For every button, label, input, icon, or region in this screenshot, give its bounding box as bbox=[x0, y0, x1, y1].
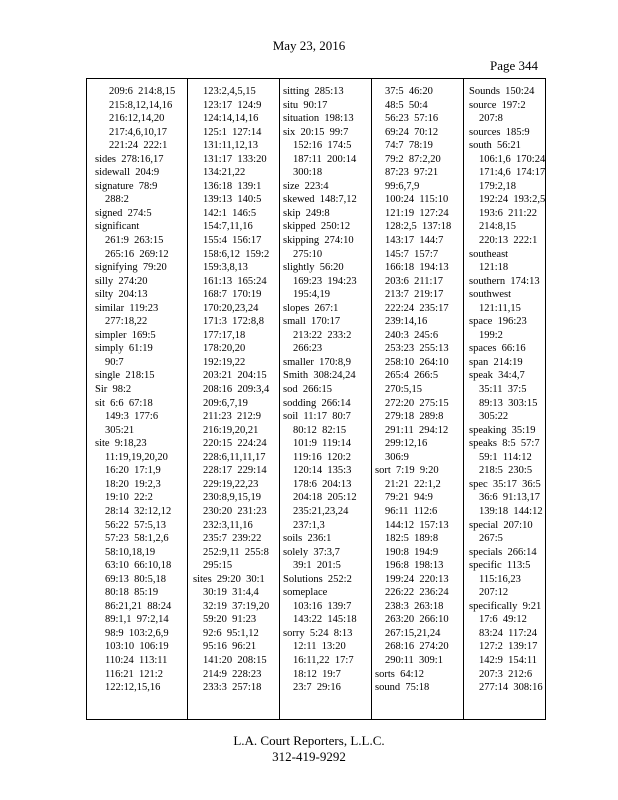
index-entry: sitting 285:13 bbox=[283, 86, 344, 97]
index-entry: speaks 8:5 57:7 bbox=[469, 438, 540, 450]
index-subentry: 103:10 106:19 bbox=[105, 641, 169, 653]
index-subentry: 122:12,15,16 bbox=[105, 682, 161, 694]
index-subentry: 83:24 117:24 bbox=[479, 627, 537, 639]
index-subentry: 252:9,11 255:8 bbox=[203, 546, 269, 558]
index-subentry: 265:4 266:5 bbox=[385, 370, 439, 382]
index-subentry: 98:9 103:2,6,9 bbox=[105, 627, 169, 639]
index-entry: sound 75:18 bbox=[375, 682, 430, 694]
index-entry: soil 11:17 80:7 bbox=[283, 411, 351, 423]
index-subentry: 18:12 19:7 bbox=[293, 668, 341, 680]
index-subentry: 99:6,7,9 bbox=[385, 180, 420, 192]
index-entry: Sir 98:2 bbox=[95, 384, 132, 396]
index-subentry: 56:23 57:16 bbox=[385, 113, 439, 125]
index-column-3 bbox=[283, 85, 373, 713]
index-subentry: 288:2 bbox=[105, 194, 129, 206]
index-subentry: 192:19,22 bbox=[203, 356, 246, 368]
index-subentry: 23:7 29:16 bbox=[293, 682, 341, 694]
index-subentry: 277:18,22 bbox=[105, 316, 148, 328]
index-subentry: 143:22 145:18 bbox=[293, 614, 357, 626]
index-entry: situation 198:13 bbox=[283, 113, 354, 125]
index-subentry: 63:10 66:10,18 bbox=[105, 560, 172, 572]
index-subentry: 74:7 78:19 bbox=[385, 140, 433, 152]
index-subentry: 154:7,11,16 bbox=[203, 221, 253, 233]
index-subentry: 155:4 156:17 bbox=[203, 235, 262, 247]
index-subentry: 196:8 198:13 bbox=[385, 560, 444, 572]
index-subentry: 226:22 236:24 bbox=[385, 587, 449, 599]
index-column-5 bbox=[469, 85, 547, 713]
index-subentry: 239:14,16 bbox=[385, 316, 428, 328]
index-entry: southern 174:13 bbox=[469, 275, 540, 287]
index-subentry: 193:6 211:22 bbox=[479, 207, 537, 219]
index-subentry: 18:20 19:2,3 bbox=[105, 478, 161, 490]
index-subentry: 115:16,23 bbox=[479, 573, 521, 585]
index-entry: small 170:17 bbox=[283, 316, 341, 328]
index-subentry: 261:9 263:15 bbox=[105, 235, 164, 247]
index-subentry: 220:13 222:1 bbox=[479, 235, 538, 247]
index-entry: site 9:18,23 bbox=[95, 438, 147, 450]
index-entry: someplace bbox=[283, 587, 328, 599]
index-column-4 bbox=[375, 85, 465, 713]
index-entry: specials 266:14 bbox=[469, 546, 537, 558]
index-subentry: 16:11,22 17:7 bbox=[293, 654, 354, 666]
index-subentry: 305:21 bbox=[105, 424, 135, 436]
index-subentry: 119:16 120:2 bbox=[293, 451, 351, 463]
index-subentry: 199:24 220:13 bbox=[385, 573, 449, 585]
index-subentry: 207:12 bbox=[479, 587, 509, 599]
index-subentry: 136:18 139:1 bbox=[203, 180, 262, 192]
index-subentry: 230:20 231:23 bbox=[203, 505, 267, 517]
index-entry: slopes 267:1 bbox=[283, 302, 339, 314]
index-subentry: 232:3,11,16 bbox=[203, 519, 253, 531]
index-subentry: 86:21,21 88:24 bbox=[105, 600, 172, 612]
index-subentry: 80:18 85:19 bbox=[105, 587, 159, 599]
index-subentry: 30:19 31:4,4 bbox=[203, 587, 259, 599]
index-subentry: 145:7 157:7 bbox=[385, 248, 439, 260]
index-entry: sources 185:9 bbox=[469, 126, 530, 138]
index-entry: simpler 169:5 bbox=[95, 329, 156, 341]
index-subentry: 263:20 266:10 bbox=[385, 614, 449, 626]
index-subentry: 230:8,9,15,19 bbox=[203, 492, 262, 504]
index-subentry: 195:4,19 bbox=[293, 289, 331, 301]
index-subentry: 116:21 121:2 bbox=[105, 668, 163, 680]
index-subentry: 92:6 95:1,12 bbox=[203, 627, 259, 639]
index-entry: signed 274:5 bbox=[95, 207, 152, 219]
index-subentry: 142:1 146:5 bbox=[203, 207, 257, 219]
index-subentry: 120:14 135:3 bbox=[293, 465, 352, 477]
index-entry: special 207:10 bbox=[469, 519, 533, 531]
index-subentry: 222:24 235:17 bbox=[385, 302, 449, 314]
page-number: Page 344 bbox=[490, 58, 539, 73]
index-subentry: 170:20,23,24 bbox=[203, 302, 259, 314]
index-subentry: 69:13 80:5,18 bbox=[105, 573, 166, 585]
index-subentry: 59:1 114:12 bbox=[479, 451, 532, 463]
index-subentry: 228:6,11,11,17 bbox=[203, 451, 266, 463]
index-entry: Solutions 252:2 bbox=[283, 573, 352, 585]
index-subentry: 35:11 37:5 bbox=[479, 384, 527, 396]
index-subentry: 90:7 bbox=[105, 356, 124, 368]
index-subentry: 178:6 204:13 bbox=[293, 478, 352, 490]
index-subentry: 149:3 177:6 bbox=[105, 411, 159, 423]
index-entry: silly 274:20 bbox=[95, 275, 148, 287]
index-subentry: 192:24 193:2,5 bbox=[479, 194, 546, 206]
index-subentry: 11:19,19,20,20 bbox=[105, 451, 168, 463]
index-subentry: 16:20 17:1,9 bbox=[105, 465, 161, 477]
index-subentry: 131:17 133:20 bbox=[203, 153, 267, 165]
index-subentry: 159:3,8,13 bbox=[203, 262, 248, 274]
index-subentry: 215:8,12,14,16 bbox=[109, 99, 173, 111]
index-subentry: 291:11 294:12 bbox=[385, 424, 449, 436]
index-subentry: 168:7 170:19 bbox=[203, 289, 262, 301]
index-subentry: 235:7 239:22 bbox=[203, 533, 262, 545]
index-subentry: 177:17,18 bbox=[203, 329, 246, 341]
index-subentry: 48:5 50:4 bbox=[385, 99, 428, 111]
index-entry: slightly 56:20 bbox=[283, 262, 344, 274]
index-entry: signature 78:9 bbox=[95, 180, 158, 192]
index-subentry: 213:7 219:17 bbox=[385, 289, 444, 301]
index-subentry: 131:11,12,13 bbox=[203, 140, 259, 152]
index-subentry: 235:21,23,24 bbox=[293, 505, 349, 517]
index-subentry: 139:18 144:12 bbox=[479, 505, 543, 517]
index-subentry: 218:5 230:5 bbox=[479, 465, 533, 477]
index-subentry: 238:3 263:18 bbox=[385, 600, 444, 612]
index-subentry: 141:20 208:15 bbox=[203, 654, 267, 666]
index-entry: skewed 148:7,12 bbox=[283, 194, 357, 206]
index-subentry: 203:21 204:15 bbox=[203, 370, 267, 382]
index-entry: sodding 266:14 bbox=[283, 397, 351, 409]
index-subentry: 290:11 309:1 bbox=[385, 654, 443, 666]
index-entry: speak 34:4,7 bbox=[469, 370, 525, 382]
index-entry: sit 6:6 67:18 bbox=[95, 397, 153, 409]
index-subentry: 57:23 58:1,2,6 bbox=[105, 533, 169, 545]
index-subentry: 267:15,21,24 bbox=[385, 627, 441, 639]
index-subentry: 270:5,15 bbox=[385, 384, 423, 396]
index-subentry: 229:19,22,23 bbox=[203, 478, 259, 490]
index-entry: southeast bbox=[469, 248, 509, 260]
index-subentry: 89:13 303:15 bbox=[479, 397, 538, 409]
index-subentry: 216:19,20,21 bbox=[203, 424, 259, 436]
index-entry: southwest bbox=[469, 289, 511, 301]
index-entry: space 196:23 bbox=[469, 316, 527, 328]
index-subentry: 103:16 139:7 bbox=[293, 600, 352, 612]
index-subentry: 143:17 144:7 bbox=[385, 235, 444, 247]
index-subentry: 209:6 214:8,15 bbox=[109, 86, 176, 97]
index-subentry: 266:23 bbox=[293, 343, 323, 355]
index-subentry: 56:22 57:5,13 bbox=[105, 519, 166, 531]
index-entry: skipping 274:10 bbox=[283, 235, 354, 247]
index-subentry: 275:10 bbox=[293, 248, 323, 260]
index-subentry: 19:10 22:2 bbox=[105, 492, 153, 504]
index-subentry: 100:24 115:10 bbox=[385, 194, 449, 206]
index-subentry: 171:4,6 174:17 bbox=[479, 167, 546, 179]
index-subentry: 305:22 bbox=[479, 411, 509, 423]
index-entry: skipped 250:12 bbox=[283, 221, 351, 233]
index-subentry: 79:21 94:9 bbox=[385, 492, 433, 504]
index-subentry: 216:12,14,20 bbox=[109, 113, 165, 125]
index-subentry: 213:22 233:2 bbox=[293, 329, 352, 341]
index-entry: similar 119:23 bbox=[95, 302, 159, 314]
index-subentry: 12:11 13:20 bbox=[293, 641, 346, 653]
index-subentry: 277:14 308:16 bbox=[479, 682, 543, 694]
index-entry: sorts 64:12 bbox=[375, 668, 425, 680]
index-subentry: 39:1 201:5 bbox=[293, 560, 341, 572]
index-entry: silty 204:13 bbox=[95, 289, 148, 301]
index-subentry: 233:3 257:18 bbox=[203, 682, 262, 694]
index-subentry: 253:23 255:13 bbox=[385, 343, 449, 355]
index-entry: Sounds 150:24 bbox=[469, 86, 535, 97]
index-subentry: 214:8,15 bbox=[479, 221, 517, 233]
index-subentry: 17:6 49:12 bbox=[479, 614, 527, 626]
index-subentry: 258:10 264:10 bbox=[385, 356, 449, 368]
index-subentry: 80:12 82:15 bbox=[293, 424, 347, 436]
index-subentry: 58:10,18,19 bbox=[105, 546, 156, 558]
index-entry: sites 29:20 30:1 bbox=[193, 573, 265, 585]
index-subentry: 204:18 205:12 bbox=[293, 492, 357, 504]
index-subentry: 87:23 97:21 bbox=[385, 167, 439, 179]
column-divider bbox=[279, 79, 280, 719]
index-subentry: 69:24 70:12 bbox=[385, 126, 439, 138]
index-entry: single 218:15 bbox=[95, 370, 155, 382]
index-entry: signifying 79:20 bbox=[95, 262, 167, 274]
index-subentry: 124:14,14,16 bbox=[203, 113, 259, 125]
index-subentry: 123:17 124:9 bbox=[203, 99, 262, 111]
index-subentry: 110:24 113:11 bbox=[105, 654, 168, 666]
index-subentry: 142:9 154:11 bbox=[479, 654, 537, 666]
index-column-2 bbox=[193, 85, 283, 713]
index-entry: soils 236:1 bbox=[283, 533, 332, 545]
index-subentry: 187:11 200:14 bbox=[293, 153, 357, 165]
index-subentry: 79:2 87:2,20 bbox=[385, 153, 441, 165]
index-entry: situ 90:17 bbox=[283, 99, 328, 111]
index-entry: simply 61:19 bbox=[95, 343, 153, 355]
index-subentry: 37:5 46:20 bbox=[385, 86, 433, 97]
index-subentry: 121:11,15 bbox=[479, 302, 521, 314]
index-subentry: 121:18 bbox=[479, 262, 509, 274]
index-subentry: 207:8 bbox=[479, 113, 503, 125]
index-subentry: 178:20,20 bbox=[203, 343, 246, 355]
index-subentry: 220:15 224:24 bbox=[203, 438, 267, 450]
index-subentry: 300:18 bbox=[293, 167, 323, 179]
index-entry: size 223:4 bbox=[283, 180, 329, 192]
index-subentry: 265:16 269:12 bbox=[105, 248, 169, 260]
column-divider bbox=[371, 79, 372, 719]
index-entry: significant bbox=[95, 221, 140, 233]
index-subentry: 36:6 91:13,17 bbox=[479, 492, 540, 504]
index-entry: sod 266:15 bbox=[283, 384, 333, 396]
index-subentry: 101:9 119:14 bbox=[293, 438, 351, 450]
index-entry: spec 35:17 36:5 bbox=[469, 478, 541, 490]
index-subentry: 95:16 96:21 bbox=[203, 641, 257, 653]
index-subentry: 96:11 112:6 bbox=[385, 505, 438, 517]
index-subentry: 21:21 22:1,2 bbox=[385, 478, 441, 490]
index-subentry: 217:4,6,10,17 bbox=[109, 126, 168, 138]
index-box bbox=[86, 78, 546, 720]
index-subentry: 211:23 212:9 bbox=[203, 411, 261, 423]
index-subentry: 32:19 37:19,20 bbox=[203, 600, 270, 612]
index-subentry: 166:18 194:13 bbox=[385, 262, 449, 274]
index-subentry: 182:5 189:8 bbox=[385, 533, 439, 545]
index-subentry: 158:6,12 159:2 bbox=[203, 248, 270, 260]
index-subentry: 125:1 127:14 bbox=[203, 126, 262, 138]
index-entry: sides 278:16,17 bbox=[95, 153, 164, 165]
index-subentry: 199:2 bbox=[479, 329, 503, 341]
index-column-1 bbox=[95, 85, 185, 713]
index-subentry: 240:3 245:6 bbox=[385, 329, 439, 341]
index-subentry: 106:1,6 170:24 bbox=[479, 153, 546, 165]
index-entry: specific 113:5 bbox=[469, 560, 531, 572]
index-entry: sort 7:19 9:20 bbox=[375, 465, 439, 477]
column-divider bbox=[187, 79, 188, 719]
index-subentry: 139:13 140:5 bbox=[203, 194, 262, 206]
index-subentry: 28:14 32:12,12 bbox=[105, 505, 172, 517]
index-subentry: 267:5 bbox=[479, 533, 503, 545]
index-subentry: 134:21,22 bbox=[203, 167, 246, 179]
index-subentry: 127:2 139:17 bbox=[479, 641, 538, 653]
column-divider bbox=[463, 79, 464, 719]
index-subentry: 208:16 209:3,4 bbox=[203, 384, 270, 396]
index-subentry: 207:3 212:6 bbox=[479, 668, 533, 680]
index-entry: source 197:2 bbox=[469, 99, 526, 111]
index-subentry: 171:3 172:8,8 bbox=[203, 316, 264, 328]
index-entry: spaces 66:16 bbox=[469, 343, 526, 355]
index-subentry: 299:12,16 bbox=[385, 438, 428, 450]
index-subentry: 144:12 157:13 bbox=[385, 519, 449, 531]
index-subentry: 169:23 194:23 bbox=[293, 275, 357, 287]
index-subentry: 306:9 bbox=[385, 451, 409, 463]
index-subentry: 121:19 127:24 bbox=[385, 207, 449, 219]
index-entry: south 56:21 bbox=[469, 140, 521, 152]
index-entry: sorry 5:24 8:13 bbox=[283, 627, 353, 639]
index-entry: six 20:15 99:7 bbox=[283, 126, 349, 138]
index-subentry: 59:20 91:23 bbox=[203, 614, 257, 626]
index-entry: span 214:19 bbox=[469, 356, 523, 368]
index-subentry: 228:17 229:14 bbox=[203, 465, 267, 477]
index-entry: smaller 170:8,9 bbox=[283, 356, 351, 368]
index-subentry: 89:1,1 97:2,14 bbox=[105, 614, 169, 626]
index-entry: solely 37:3,7 bbox=[283, 546, 340, 558]
index-subentry: 152:16 174:5 bbox=[293, 140, 352, 152]
index-subentry: 161:13 165:24 bbox=[203, 275, 267, 287]
index-subentry: 272:20 275:15 bbox=[385, 397, 449, 409]
index-subentry: 221:24 222:1 bbox=[109, 140, 168, 152]
index-subentry: 237:1,3 bbox=[293, 519, 325, 531]
index-subentry: 268:16 274:20 bbox=[385, 641, 449, 653]
index-entry: sidewall 204:9 bbox=[95, 167, 160, 179]
document-date: May 23, 2016 bbox=[272, 38, 346, 53]
index-subentry: 295:15 bbox=[203, 560, 233, 572]
index-subentry: 209:6,7,19 bbox=[203, 397, 248, 409]
index-entry: specifically 9:21 bbox=[469, 600, 542, 612]
index-entry: skip 249:8 bbox=[283, 207, 330, 219]
footer-phone: 312-419-9292 bbox=[272, 749, 346, 764]
index-entry: speaking 35:19 bbox=[469, 424, 536, 436]
index-subentry: 279:18 289:8 bbox=[385, 411, 444, 423]
index-subentry: 203:6 211:17 bbox=[385, 275, 443, 287]
index-subentry: 214:9 228:23 bbox=[203, 668, 262, 680]
index-subentry: 190:8 194:9 bbox=[385, 546, 439, 558]
index-subentry: 123:2,4,5,15 bbox=[203, 86, 256, 97]
index-subentry: 179:2,18 bbox=[479, 180, 517, 192]
index-entry: Smith 308:24,24 bbox=[283, 370, 356, 382]
footer-company: L.A. Court Reporters, L.L.C. bbox=[233, 733, 385, 748]
index-subentry: 128:2,5 137:18 bbox=[385, 221, 452, 233]
